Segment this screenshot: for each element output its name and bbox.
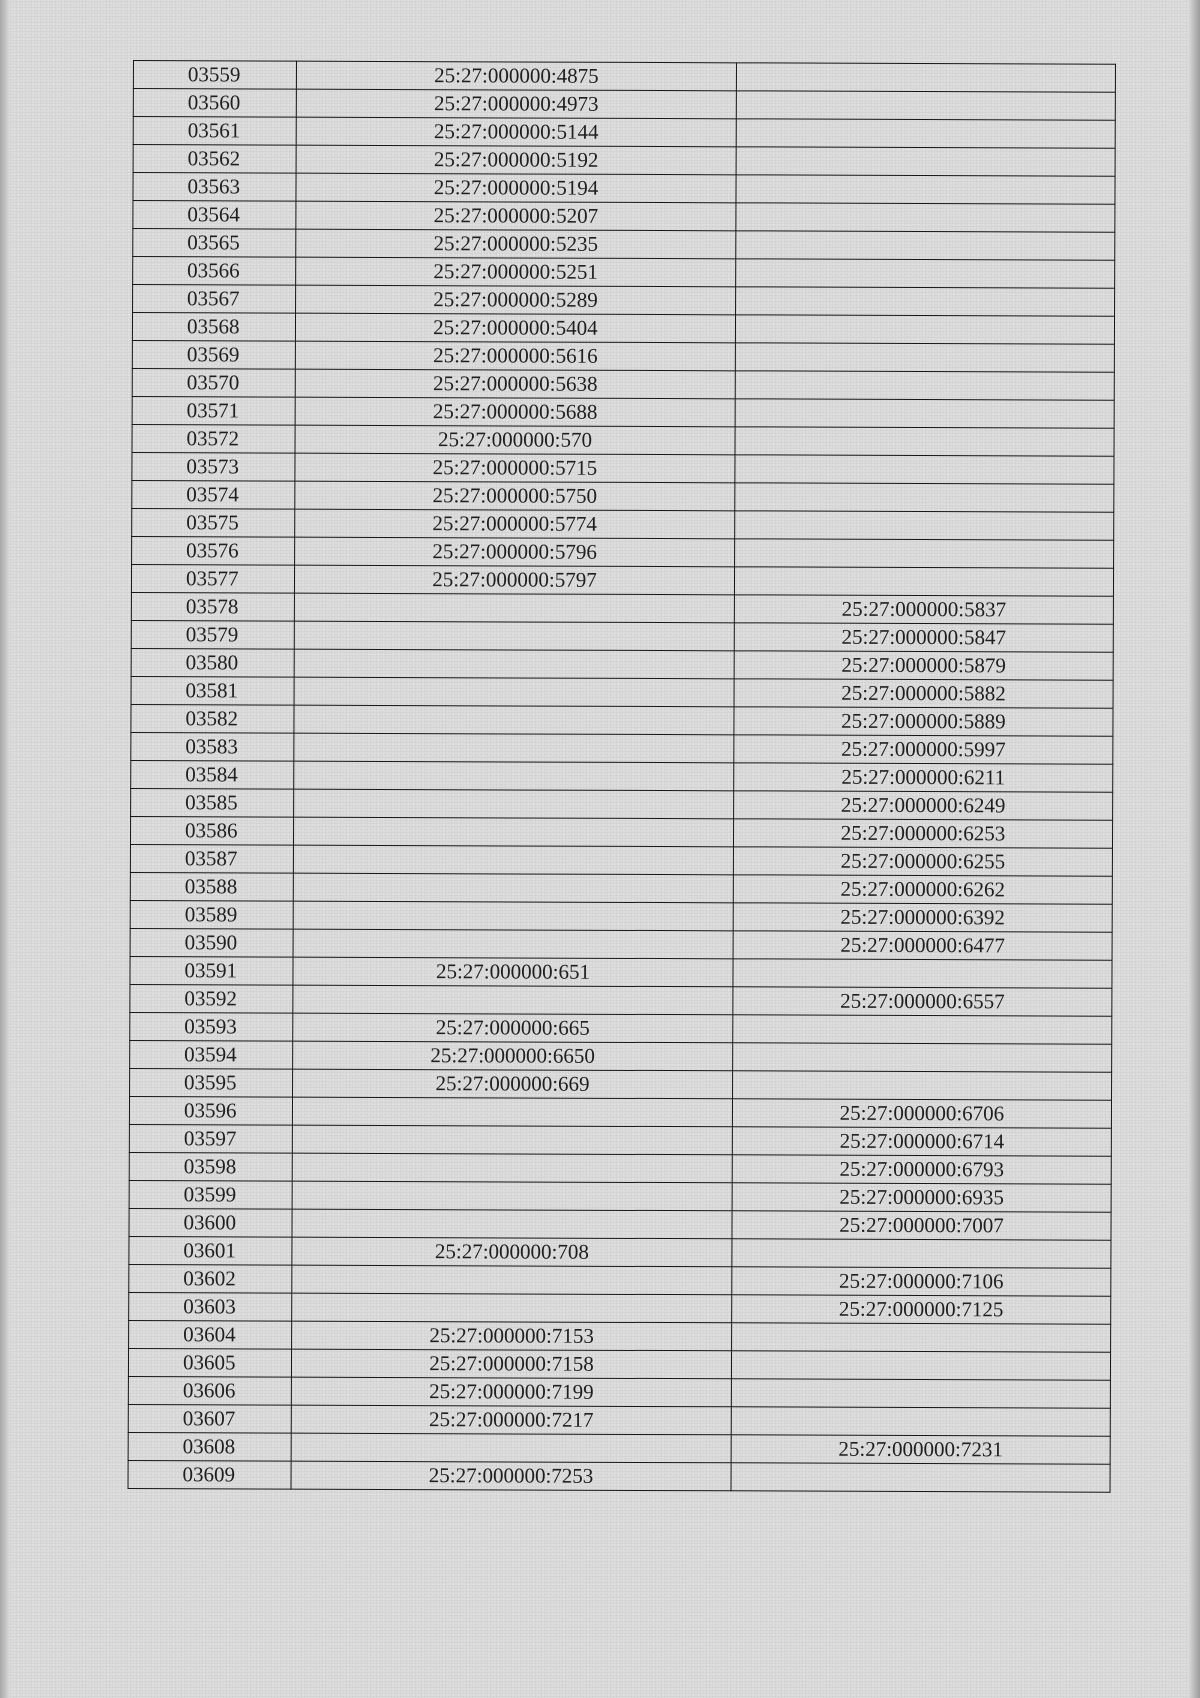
cadastral-number-cell: [292, 1209, 732, 1239]
cadastral-number-cell: [293, 845, 733, 875]
cadastral-number-alt-cell: 25:27:000000:5997: [734, 735, 1113, 764]
table-row: [132, 536, 1114, 568]
cadastral-number-cell: 25:27:000000:5750: [295, 481, 735, 511]
row-number-cell: 03581: [131, 676, 294, 705]
cadastral-number-cell: [292, 1293, 732, 1323]
cadastral-number-cell: [292, 1181, 732, 1211]
table-body: [128, 61, 1115, 1493]
row-number-cell: 03597: [129, 1124, 292, 1153]
table-row: [128, 1460, 1110, 1492]
cadastral-number-cell: [294, 761, 734, 791]
row-number-cell: 03588: [130, 872, 293, 901]
row-number-cell: 03599: [129, 1180, 292, 1209]
cadastral-number-alt-cell: 25:27:000000:6706: [732, 1099, 1111, 1128]
row-number-cell: 03579: [131, 620, 294, 649]
cadastral-number-cell: 25:27:000000:5251: [296, 257, 736, 287]
row-number-cell: 03563: [133, 173, 296, 202]
row-number-cell: 03560: [133, 89, 296, 118]
table-row: [130, 928, 1112, 960]
cadastral-number-alt-cell: [736, 231, 1115, 260]
cadastral-number-cell: 25:27:000000:570: [295, 425, 735, 455]
row-number-cell: 03595: [130, 1068, 293, 1097]
row-number-cell: 03601: [129, 1236, 292, 1265]
cadastral-number-cell: [292, 1265, 732, 1295]
cadastral-number-cell: 25:27:000000:5404: [295, 313, 735, 343]
row-number-cell: 03587: [130, 844, 293, 873]
cadastral-number-cell: 25:27:000000:5289: [296, 285, 736, 315]
table-row: [131, 760, 1113, 792]
row-number-cell: 03609: [128, 1460, 291, 1489]
row-number-cell: 03593: [130, 1012, 293, 1041]
cadastral-number-alt-cell: [733, 1043, 1112, 1072]
table-row: [130, 1068, 1112, 1100]
row-number-cell: 03606: [128, 1376, 291, 1405]
cadastral-number-alt-cell: [735, 511, 1114, 540]
table-row: [129, 1180, 1111, 1212]
cadastral-number-cell: [293, 901, 733, 931]
row-number-cell: 03605: [128, 1348, 291, 1377]
cadastral-number-alt-cell: [736, 203, 1115, 232]
row-number-cell: 03590: [130, 928, 293, 957]
table-row: [130, 1012, 1112, 1044]
row-number-cell: 03568: [132, 313, 295, 342]
row-number-cell: 03607: [128, 1404, 291, 1433]
table-row: [129, 1264, 1111, 1296]
cadastral-number-alt-cell: 25:27:000000:6211: [734, 763, 1113, 792]
cadastral-number-alt-cell: 25:27:000000:7007: [732, 1211, 1111, 1240]
table-row: [130, 956, 1112, 988]
cadastral-number-alt-cell: 25:27:000000:5847: [734, 623, 1113, 652]
cadastral-table-container: [128, 60, 1115, 1493]
cadastral-number-alt-cell: [736, 175, 1115, 204]
cadastral-number-cell: 25:27:000000:5796: [295, 537, 735, 567]
table-row: [133, 201, 1115, 233]
row-number-cell: 03567: [133, 285, 296, 314]
table-row: [132, 368, 1114, 400]
cadastral-number-alt-cell: [736, 287, 1115, 316]
table-row: [130, 872, 1112, 904]
cadastral-number-cell: [294, 649, 734, 679]
table-row: [128, 1348, 1110, 1380]
row-number-cell: 03561: [133, 117, 296, 146]
table-row: [133, 173, 1115, 205]
cadastral-number-alt-cell: [731, 1407, 1110, 1436]
cadastral-number-cell: 25:27:000000:4875: [296, 61, 736, 91]
table-row: [128, 1432, 1110, 1464]
cadastral-number-cell: 25:27:000000:708: [292, 1237, 732, 1267]
row-number-cell: 03576: [132, 536, 295, 565]
cadastral-number-cell: 25:27:000000:669: [293, 1069, 733, 1099]
cadastral-number-cell: 25:27:000000:5192: [296, 145, 736, 175]
cadastral-number-cell: 25:27:000000:7158: [291, 1349, 731, 1379]
row-number-cell: 03565: [133, 229, 296, 258]
row-number-cell: 03575: [132, 508, 295, 537]
row-number-cell: 03584: [131, 760, 294, 789]
cadastral-number-alt-cell: [731, 1463, 1110, 1492]
cadastral-number-alt-cell: 25:27:000000:5837: [734, 595, 1113, 624]
cadastral-number-cell: [291, 1433, 731, 1463]
cadastral-number-alt-cell: 25:27:000000:6793: [732, 1155, 1111, 1184]
cadastral-number-cell: [292, 1097, 732, 1127]
row-number-cell: 03582: [131, 704, 294, 733]
cadastral-number-alt-cell: [731, 1351, 1110, 1380]
row-number-cell: 03577: [131, 564, 294, 593]
table-row: [132, 340, 1114, 372]
cadastral-number-cell: 25:27:000000:7253: [291, 1461, 731, 1491]
cadastral-number-cell: [293, 873, 733, 903]
cadastral-number-alt-cell: 25:27:000000:6253: [733, 819, 1112, 848]
row-number-cell: 03589: [130, 900, 293, 929]
cadastral-number-alt-cell: [733, 959, 1112, 988]
table-row: [129, 1320, 1111, 1352]
cadastral-number-alt-cell: [736, 91, 1115, 120]
cadastral-number-alt-cell: 25:27:000000:6255: [733, 847, 1112, 876]
cadastral-number-alt-cell: [735, 427, 1114, 456]
cadastral-number-alt-cell: [735, 399, 1114, 428]
cadastral-number-cell: [293, 817, 733, 847]
table-row: [133, 145, 1115, 177]
table-row: [130, 984, 1112, 1016]
cadastral-number-alt-cell: [733, 1015, 1112, 1044]
cadastral-number-cell: [292, 1153, 732, 1183]
table-row: [131, 676, 1113, 708]
cadastral-number-cell: 25:27:000000:651: [293, 957, 733, 987]
table-row: [130, 844, 1112, 876]
cadastral-number-cell: [294, 677, 734, 707]
cadastral-number-cell: 25:27:000000:7153: [292, 1321, 732, 1351]
cadastral-number-cell: [294, 621, 734, 651]
row-number-cell: 03591: [130, 956, 293, 985]
table-row: [128, 1376, 1110, 1408]
page-left-shadow: [0, 0, 10, 1698]
table-row: [130, 1040, 1112, 1072]
cadastral-number-alt-cell: 25:27:000000:6935: [732, 1183, 1111, 1212]
row-number-cell: 03586: [130, 816, 293, 845]
cadastral-number-alt-cell: [736, 259, 1115, 288]
table-row: [133, 229, 1115, 261]
cadastral-number-cell: 25:27:000000:5144: [296, 117, 736, 147]
table-row: [131, 704, 1113, 736]
table-row: [132, 313, 1114, 345]
cadastral-number-alt-cell: [731, 1379, 1110, 1408]
cadastral-number-alt-cell: [736, 147, 1115, 176]
table-row: [131, 592, 1113, 624]
table-row: [129, 1124, 1111, 1156]
row-number-cell: 03602: [129, 1264, 292, 1293]
row-number-cell: 03585: [131, 788, 294, 817]
table-row: [131, 620, 1113, 652]
row-number-cell: 03574: [132, 480, 295, 509]
table-row: [132, 452, 1114, 484]
cadastral-number-alt-cell: [736, 119, 1115, 148]
row-number-cell: 03596: [129, 1096, 292, 1125]
table-row: [131, 788, 1113, 820]
cadastral-number-alt-cell: 25:27:000000:7106: [732, 1267, 1111, 1296]
table-row: [130, 816, 1112, 848]
table-row: [132, 480, 1114, 512]
cadastral-number-alt-cell: [732, 1239, 1111, 1268]
cadastral-number-alt-cell: 25:27:000000:5882: [734, 679, 1113, 708]
cadastral-number-alt-cell: [735, 343, 1114, 372]
page-right-shadow: [1188, 0, 1200, 1698]
cadastral-number-cell: 25:27:000000:5715: [295, 453, 735, 483]
cadastral-number-cell: 25:27:000000:4973: [296, 89, 736, 119]
cadastral-number-alt-cell: [735, 315, 1114, 344]
row-number-cell: 03608: [128, 1432, 291, 1461]
table-row: [129, 1208, 1111, 1240]
row-number-cell: 03572: [132, 424, 295, 453]
cadastral-table: [128, 60, 1116, 1493]
cadastral-number-cell: 25:27:000000:5235: [296, 229, 736, 259]
row-number-cell: 03578: [131, 592, 294, 621]
cadastral-number-cell: 25:27:000000:5688: [295, 397, 735, 427]
cadastral-number-cell: 25:27:000000:5616: [295, 341, 735, 371]
cadastral-number-alt-cell: [736, 63, 1115, 92]
cadastral-number-alt-cell: [733, 1071, 1112, 1100]
cadastral-number-alt-cell: 25:27:000000:6392: [733, 903, 1112, 932]
cadastral-number-alt-cell: [732, 1323, 1111, 1352]
cadastral-number-alt-cell: 25:27:000000:6714: [732, 1127, 1111, 1156]
cadastral-number-cell: 25:27:000000:5774: [295, 509, 735, 539]
cadastral-number-cell: 25:27:000000:5207: [296, 201, 736, 231]
table-row: [131, 564, 1113, 596]
table-row: [131, 732, 1113, 764]
row-number-cell: 03594: [130, 1040, 293, 1069]
row-number-cell: 03573: [132, 452, 295, 481]
table-row: [130, 900, 1112, 932]
table-row: [133, 257, 1115, 289]
row-number-cell: 03604: [129, 1320, 292, 1349]
table-row: [132, 508, 1114, 540]
table-row: [129, 1236, 1111, 1268]
cadastral-number-cell: [293, 985, 733, 1015]
row-number-cell: 03571: [132, 396, 295, 425]
table-row: [131, 648, 1113, 680]
table-row: [133, 117, 1115, 149]
row-number-cell: 03562: [133, 145, 296, 174]
cadastral-number-alt-cell: 25:27:000000:6249: [734, 791, 1113, 820]
cadastral-number-alt-cell: 25:27:000000:6477: [733, 931, 1112, 960]
cadastral-number-cell: [292, 1125, 732, 1155]
cadastral-number-cell: [293, 929, 733, 959]
cadastral-number-cell: 25:27:000000:5194: [296, 173, 736, 203]
cadastral-number-alt-cell: [734, 567, 1113, 596]
cadastral-number-cell: [294, 789, 734, 819]
table-row: [132, 424, 1114, 456]
table-row: [133, 61, 1115, 93]
row-number-cell: 03569: [132, 340, 295, 369]
table-row: [132, 396, 1114, 428]
cadastral-number-cell: 25:27:000000:6650: [293, 1041, 733, 1071]
cadastral-number-alt-cell: 25:27:000000:6262: [733, 875, 1112, 904]
cadastral-number-cell: 25:27:000000:5638: [295, 369, 735, 399]
table-row: [129, 1152, 1111, 1184]
cadastral-number-alt-cell: 25:27:000000:7125: [732, 1295, 1111, 1324]
table-row: [133, 89, 1115, 121]
row-number-cell: 03600: [129, 1208, 292, 1237]
row-number-cell: 03592: [130, 984, 293, 1013]
cadastral-number-alt-cell: 25:27:000000:5879: [734, 651, 1113, 680]
table-row: [133, 285, 1115, 317]
cadastral-number-alt-cell: [735, 455, 1114, 484]
cadastral-number-alt-cell: [735, 483, 1114, 512]
row-number-cell: 03570: [132, 368, 295, 397]
table-row: [129, 1292, 1111, 1324]
row-number-cell: 03603: [129, 1292, 292, 1321]
row-number-cell: 03564: [133, 201, 296, 230]
row-number-cell: 03566: [133, 257, 296, 286]
cadastral-number-alt-cell: [735, 371, 1114, 400]
row-number-cell: 03559: [133, 61, 296, 90]
row-number-cell: 03598: [129, 1152, 292, 1181]
cadastral-number-alt-cell: [735, 539, 1114, 568]
cadastral-number-alt-cell: 25:27:000000:7231: [731, 1435, 1110, 1464]
cadastral-number-alt-cell: 25:27:000000:5889: [734, 707, 1113, 736]
row-number-cell: 03580: [131, 648, 294, 677]
cadastral-number-cell: [294, 705, 734, 735]
cadastral-number-alt-cell: 25:27:000000:6557: [733, 987, 1112, 1016]
cadastral-number-cell: [294, 593, 734, 623]
table-row: [129, 1096, 1111, 1128]
cadastral-number-cell: 25:27:000000:7199: [291, 1377, 731, 1407]
row-number-cell: 03583: [131, 732, 294, 761]
cadastral-number-cell: 25:27:000000:5797: [294, 565, 734, 595]
cadastral-number-cell: [294, 733, 734, 763]
cadastral-number-cell: 25:27:000000:7217: [291, 1405, 731, 1435]
cadastral-number-cell: 25:27:000000:665: [293, 1013, 733, 1043]
table-row: [128, 1404, 1110, 1436]
